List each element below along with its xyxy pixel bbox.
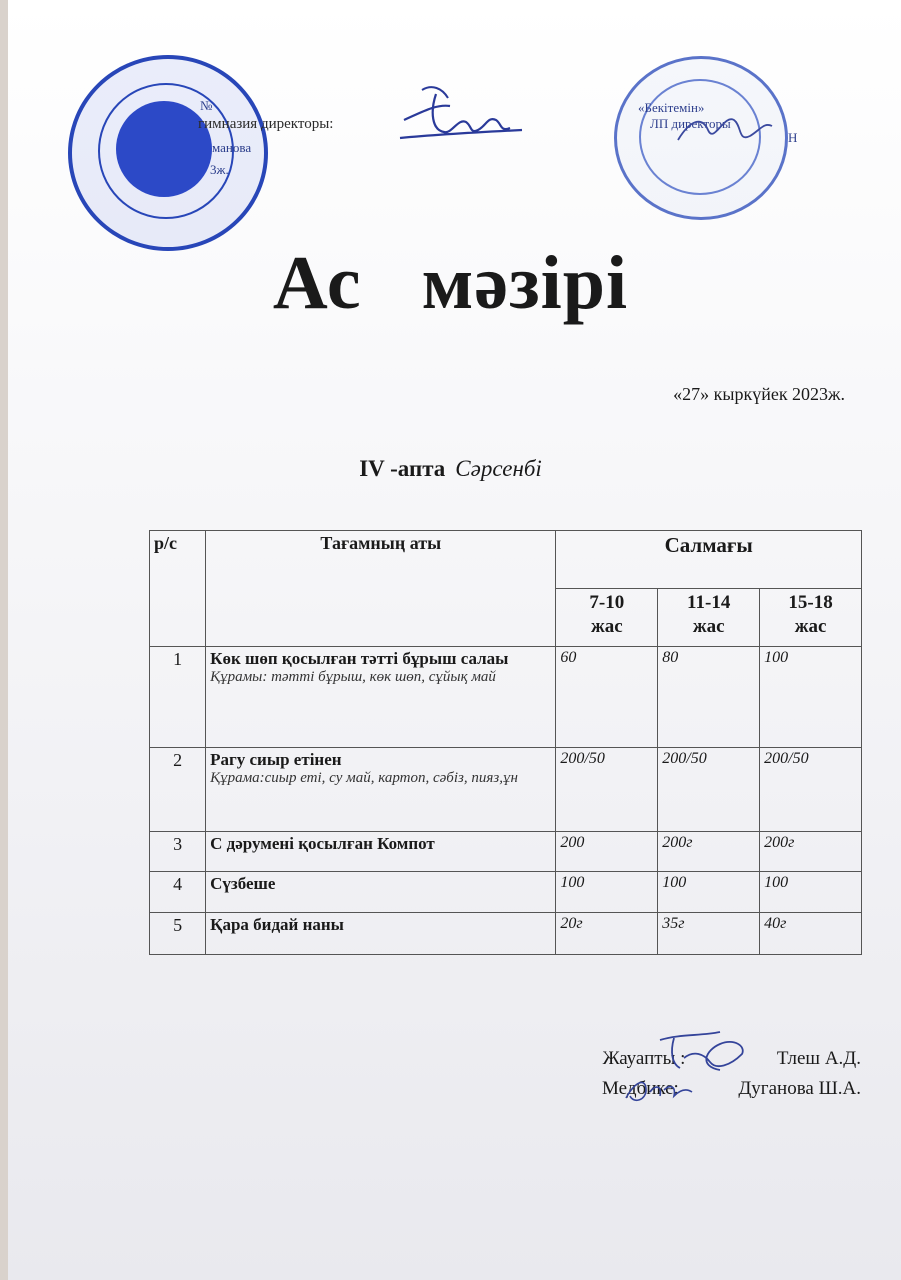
weight-11-14: 100	[658, 872, 760, 913]
dish-name: Қара бидай наны	[210, 915, 344, 934]
weight-15-18: 40г	[760, 913, 862, 955]
dish-cell	[206, 913, 556, 955]
dish-name: Сүзбеше	[210, 874, 276, 893]
weight-7-10: 100	[556, 872, 658, 913]
age-group-header: 15-18 жас	[760, 589, 862, 647]
approval-role: ЛП директоры	[650, 116, 731, 131]
approval-heading: «Бекітемін»	[638, 100, 705, 115]
col-name-header: Тағамның аты	[206, 531, 556, 647]
table-row	[150, 913, 862, 955]
dish-name: Рагу сиыр етінен	[210, 750, 342, 769]
dish-name: Көк шөп қосылған тәтті бұрыш салаы	[210, 649, 509, 668]
nurse-label: Медбике:	[602, 1078, 679, 1099]
weight-11-14: 200г	[658, 832, 760, 872]
dish-composition: Құрамы: тәтті бұрыш, көк шөп, сұйық май	[210, 669, 496, 685]
dish-composition: Құрама:сиыр еті, су май, картоп, сәбіз, пияз,ұн	[210, 770, 518, 786]
row-number: 2	[150, 748, 206, 832]
weight-15-18: 200г	[760, 832, 862, 872]
stamp-left-line-3: 3ж.	[210, 162, 229, 177]
stamp-left-line-2: манова	[212, 140, 252, 155]
weight-15-18: 100	[760, 872, 862, 913]
dish-cell	[206, 647, 556, 748]
age-group-header: 11-14 жас	[658, 589, 760, 647]
week-day-heading	[0, 456, 901, 482]
stamp-left-line-1: №	[200, 98, 213, 113]
approval-signature	[668, 100, 778, 160]
weight-7-10: 200/50	[556, 748, 658, 832]
weight-7-10: 200	[556, 832, 658, 872]
weight-7-10: 60	[556, 647, 658, 748]
col-number-header: р/с	[150, 531, 206, 647]
nurse-name: Дуганова Ш.А.	[738, 1078, 861, 1099]
weight-11-14: 80	[658, 647, 760, 748]
paper-edge	[0, 0, 8, 1280]
dish-name: С дәрумені қосылған Компот	[210, 834, 435, 853]
row-number: 4	[150, 872, 206, 913]
day-label: Сәрсенбі	[455, 456, 542, 481]
director-label: гимназия директоры:	[198, 116, 334, 132]
dish-cell	[206, 748, 556, 832]
weight-11-14: 35г	[658, 913, 760, 955]
menu-date: «27» кыркүйек 2023ж.	[673, 384, 845, 404]
week-label: IV -апта	[359, 456, 446, 481]
weight-15-18: 200/50	[760, 748, 862, 832]
row-number: 1	[150, 647, 206, 748]
weight-15-18: 100	[760, 647, 862, 748]
table-header-row	[150, 531, 862, 589]
dish-cell	[206, 832, 556, 872]
table-row	[150, 748, 862, 832]
table-row	[150, 832, 862, 872]
table-row	[150, 647, 862, 748]
weight-11-14: 200/50	[658, 748, 760, 832]
weight-7-10: 20г	[556, 913, 658, 955]
row-number: 3	[150, 832, 206, 872]
table-row	[150, 872, 862, 913]
menu-table	[149, 530, 862, 955]
dish-cell	[206, 872, 556, 913]
responsible-name: Тлеш А.Д.	[776, 1048, 861, 1069]
responsible-label: Жауапты :	[602, 1048, 686, 1069]
nurse-signature	[620, 1070, 696, 1110]
col-weight-header: Салмағы	[556, 531, 862, 589]
age-group-header: 7-10 жас	[556, 589, 658, 647]
approval-initial: Н	[788, 130, 798, 145]
row-number: 5	[150, 913, 206, 955]
director-signature	[392, 82, 527, 144]
page-title: Ас мәзірі	[272, 241, 629, 325]
